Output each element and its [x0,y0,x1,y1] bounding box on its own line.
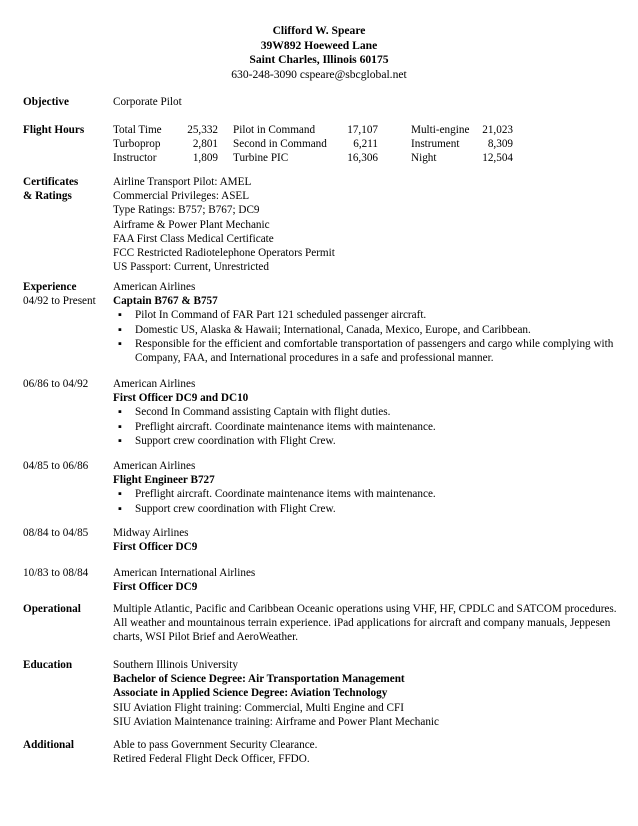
flight-hours-key: Total Time [113,124,162,136]
job-company: Midway Airlines [113,527,189,539]
job-duty-item: ▪ Second In Command assisting Captain with flight duties. [113,405,623,419]
education-label: Education [23,659,73,671]
resume-header [0,24,638,82]
flight-hours-value: 1,809 [192,152,218,165]
flight-hours-value: 25,332 [187,124,218,136]
certificate-line: Airline Transport Pilot: AMEL [113,176,252,188]
flight-hours-key: Instrument [411,138,460,151]
flight-hours-key: Turboprop [113,138,161,151]
job-company: American Airlines [113,281,196,293]
flight-hours-value: 17,107 [347,124,378,136]
flight-hours-value: 8,309 [487,138,513,151]
job-dates: 10/83 to 08/84 [23,567,89,579]
ratings-label: & Ratings [23,190,72,203]
additional-ffdo: Retired Federal Flight Deck Officer, FFDO. [113,753,310,766]
flight-hours-label: Flight Hours [23,124,85,136]
flight-hours-value: 2,801 [192,138,218,151]
job-title: Flight Engineer B727 [113,474,215,487]
certificate-line: Type Ratings: B757; B767; DC9 [113,204,260,217]
job-title: First Officer DC9 [113,581,198,594]
job-title: First Officer DC9 [113,541,198,554]
job-duty-item: ▪ Responsible for the efficient and comfortable transportation of passengers and cargo while complying with Company, FAA, and International procedures in a safe and professional manner. [113,337,623,365]
flight-hours-key: Multi-engine [411,124,470,136]
education-school: Southern Illinois University [113,659,238,671]
city-state-zip: Saint Charles, Illinois 60175 [249,53,389,67]
certificate-line: US Passport: Current, Unrestricted [113,261,269,274]
job-title: First Officer DC9 and DC10 [113,392,249,405]
certificates-list [113,175,623,274]
flight-hours-value: 16,306 [347,152,378,165]
flight-hours-key: Second in Command [233,138,327,151]
job-dates: 06/86 to 04/92 [23,378,89,390]
certificate-line: FCC Restricted Radiotelephone Operators Permit [113,247,335,260]
flight-hours-value: 12,504 [482,152,513,165]
education-flight-training: SIU Aviation Flight training: Commercial, Multi Engine and CFI [113,701,404,714]
job-title: Captain B767 & B757 [113,295,218,308]
job-company: American International Airlines [113,567,256,579]
certificate-line: Airframe & Power Plant Mechanic [113,218,270,231]
certificate-line: FAA First Class Medical Certificate [113,232,274,245]
contact-line: 630-248-3090 cspeare@sbcglobal.net [231,67,407,81]
job-duty-item: ▪ Preflight aircraft. Coordinate maintenance items with maintenance. [113,487,623,501]
job-duty-item: ▪ Support crew coordination with Flight Crew. [113,502,623,516]
education-degree-associate: Associate in Applied Science Degree: Aviation Technology [113,687,388,700]
flight-hours-value: 6,211 [353,138,378,151]
objective-text: Corporate Pilot [113,96,182,108]
flight-hours-key: Pilot in Command [233,124,316,136]
experience-label: Experience [23,281,77,293]
job-dates: 04/85 to 06/86 [23,460,89,472]
job-duty-item: ▪ Pilot In Command of FAR Part 121 scheduled passenger aircraft. [113,308,623,322]
job-dates: 08/84 to 04/85 [23,527,89,539]
job-duty-item: ▪ Domestic US, Alaska & Hawaii; International, Canada, Mexico, Europe, and Caribbean. [113,323,623,337]
flight-hours-value: 21,023 [482,124,513,136]
flight-hours-key: Turbine PIC [233,152,289,165]
job-company: American Airlines [113,460,196,472]
job-duty-item: ▪ Support crew coordination with Flight Crew. [113,434,623,448]
job-duties [113,487,623,515]
education-degree-bachelor: Bachelor of Science Degree: Air Transportation Management [113,673,405,686]
job-company: American Airlines [113,378,196,390]
certificates-label: Certificates [23,176,79,188]
certificate-line: Commercial Privileges: ASEL [113,190,250,203]
flight-hours-section [23,123,623,167]
street-address: 39W892 Hoeweed Lane [260,38,378,52]
education-maintenance-training: SIU Aviation Maintenance training: Airframe and Power Plant Mechanic [113,715,440,728]
job-dates: 04/92 to Present [23,295,96,308]
additional-clearance: Able to pass Government Security Clearance. [113,739,318,751]
job-duties [113,308,623,365]
job-duty-item: ▪ Preflight aircraft. Coordinate maintenance items with maintenance. [113,420,623,434]
job-duties [113,405,623,448]
operational-label: Operational [23,603,81,615]
objective-label: Objective [23,96,69,108]
additional-label: Additional [23,739,74,751]
flight-hours-key: Instructor [113,152,157,165]
candidate-name: Clifford W. Speare [272,24,366,37]
flight-hours-key: Night [411,152,437,165]
operational-text: Multiple Atlantic, Pacific and Caribbean Oceanic operations using VHF, HF, CPDLC and SATCOM procedures. All weather and mountainous terrain experience. iPad applications for aircraft and company manuals, Jeppesen charts, WSI Pilot Brief and AeroWeather. [113,603,617,644]
